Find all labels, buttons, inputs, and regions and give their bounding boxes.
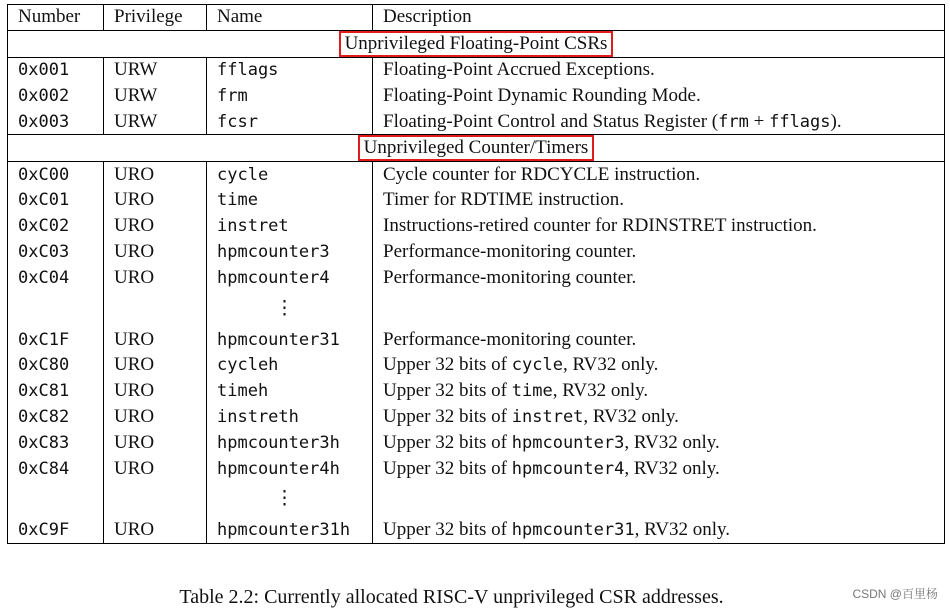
desc-text: Upper 32 bits of	[383, 457, 512, 479]
desc-code: fflags	[769, 111, 831, 132]
desc-text: , RV32 only.	[634, 519, 731, 541]
desc-text: , RV32 only.	[552, 380, 649, 402]
csr-number: 0xC02	[8, 213, 104, 239]
section-title-floating-point: Unprivileged Floating-Point CSRs	[339, 31, 614, 57]
csr-number: 0xC80	[8, 352, 104, 378]
csr-name: instret	[207, 213, 373, 239]
csr-number: 0xC84	[8, 456, 104, 482]
csr-name: hpmcounter3h	[207, 430, 373, 456]
csr-privilege: URO	[104, 378, 207, 404]
table-row	[8, 430, 945, 456]
table-row	[8, 456, 945, 482]
csr-name: cycle	[207, 162, 373, 188]
csr-description: Performance-monitoring counter.	[373, 239, 945, 265]
desc-code: hpmcounter3	[511, 432, 625, 453]
csr-description	[373, 404, 945, 430]
desc-code: hpmcounter4	[511, 458, 625, 479]
table-row	[8, 352, 945, 378]
csr-name: hpmcounter4h	[207, 456, 373, 482]
table-row	[8, 162, 945, 188]
desc-code: frm	[718, 111, 749, 132]
csr-privilege: URO	[104, 517, 207, 543]
csr-name: hpmcounter31	[207, 327, 373, 353]
vertical-ellipsis: ⋮	[207, 291, 373, 327]
table-row	[8, 187, 945, 213]
csr-description	[373, 430, 945, 456]
csr-privilege: URO	[104, 265, 207, 291]
desc-text: , RV32 only.	[562, 354, 659, 376]
csr-number: 0x002	[8, 83, 104, 109]
header-number: Number	[8, 5, 104, 31]
csr-privilege: URO	[104, 404, 207, 430]
desc-text: Upper 32 bits of	[383, 380, 512, 402]
table-row	[8, 265, 945, 291]
desc-text: Upper 32 bits of	[383, 519, 512, 541]
desc-text: Upper 32 bits of	[383, 405, 512, 427]
ellipsis-row	[8, 481, 945, 517]
csr-name: time	[207, 187, 373, 213]
table-row	[8, 213, 945, 239]
header-privilege: Privilege	[104, 5, 207, 31]
csr-description: Performance-monitoring counter.	[373, 327, 945, 353]
csr-description: Floating-Point Dynamic Rounding Mode.	[373, 83, 945, 109]
csr-privilege: URO	[104, 239, 207, 265]
desc-text: ).	[830, 110, 842, 132]
desc-text: , RV32 only.	[624, 457, 720, 479]
header-description: Description	[373, 5, 945, 31]
section-row-counters	[8, 135, 945, 162]
table-row	[8, 109, 945, 135]
desc-text: Upper 32 bits of	[383, 354, 512, 376]
csr-number: 0xC81	[8, 378, 104, 404]
csr-description	[373, 378, 945, 404]
table-row	[8, 57, 945, 83]
table-row	[8, 239, 945, 265]
csr-privilege: URW	[104, 83, 207, 109]
section-row-floating-point	[8, 30, 945, 57]
csr-name: frm	[207, 83, 373, 109]
table-row	[8, 327, 945, 353]
table-row	[8, 378, 945, 404]
csr-number: 0x001	[8, 57, 104, 83]
csr-number: 0xC83	[8, 430, 104, 456]
table-header-row	[8, 5, 945, 31]
csr-privilege: URO	[104, 162, 207, 188]
csr-description	[373, 517, 945, 543]
csr-name: cycleh	[207, 352, 373, 378]
csr-description: Instructions-retired counter for RDINSTRET instruction.	[373, 213, 945, 239]
csr-privilege: URO	[104, 213, 207, 239]
csr-number: 0xC01	[8, 187, 104, 213]
desc-code: cycle	[511, 355, 563, 376]
csr-name: timeh	[207, 378, 373, 404]
csr-number: 0xC04	[8, 265, 104, 291]
csr-description	[373, 456, 945, 482]
csr-name: hpmcounter4	[207, 265, 373, 291]
csr-description: Performance-monitoring counter.	[373, 265, 945, 291]
vertical-ellipsis: ⋮	[207, 481, 373, 517]
csr-name: hpmcounter3	[207, 239, 373, 265]
csr-number: 0xC9F	[8, 517, 104, 543]
table-row	[8, 83, 945, 109]
desc-text: +	[748, 110, 770, 132]
csr-number: 0xC00	[8, 162, 104, 188]
csr-description	[373, 352, 945, 378]
csr-description: Cycle counter for RDCYCLE instruction.	[373, 162, 945, 188]
csr-privilege: URO	[104, 187, 207, 213]
ellipsis-row	[8, 291, 945, 327]
table-caption: Table 2.2: Currently allocated RISC-V unprivileged CSR addresses.	[179, 586, 724, 608]
csr-description: Floating-Point Accrued Exceptions.	[373, 57, 945, 83]
csr-name: fcsr	[207, 109, 373, 135]
csr-privilege: URO	[104, 430, 207, 456]
table-row	[8, 404, 945, 430]
csr-number: 0xC1F	[8, 327, 104, 353]
csr-privilege: URO	[104, 327, 207, 353]
desc-text: , RV32 only.	[624, 431, 720, 453]
csr-privilege: URO	[104, 456, 207, 482]
csr-number: 0x003	[8, 109, 104, 135]
csr-name: instreth	[207, 404, 373, 430]
csr-name: fflags	[207, 57, 373, 83]
desc-code: hpmcounter31	[511, 520, 635, 541]
csr-description	[373, 109, 945, 135]
csr-number: 0xC03	[8, 239, 104, 265]
header-name: Name	[207, 5, 373, 31]
desc-text: , RV32 only.	[583, 405, 679, 427]
section-title-counters: Unprivileged Counter/Timers	[358, 135, 595, 161]
desc-code: instret	[511, 406, 584, 427]
table-row	[8, 517, 945, 543]
csr-description: Timer for RDTIME instruction.	[373, 187, 945, 213]
csr-address-table	[7, 4, 945, 544]
desc-text: Upper 32 bits of	[383, 431, 512, 453]
csr-name: hpmcounter31h	[207, 517, 373, 543]
csr-privilege: URO	[104, 352, 207, 378]
csr-number: 0xC82	[8, 404, 104, 430]
source-watermark: CSDN @百里杨	[852, 587, 938, 601]
csr-privilege: URW	[104, 57, 207, 83]
desc-code: time	[511, 381, 553, 402]
csr-privilege: URW	[104, 109, 207, 135]
desc-text: Floating-Point Control and Status Register (	[383, 110, 719, 132]
